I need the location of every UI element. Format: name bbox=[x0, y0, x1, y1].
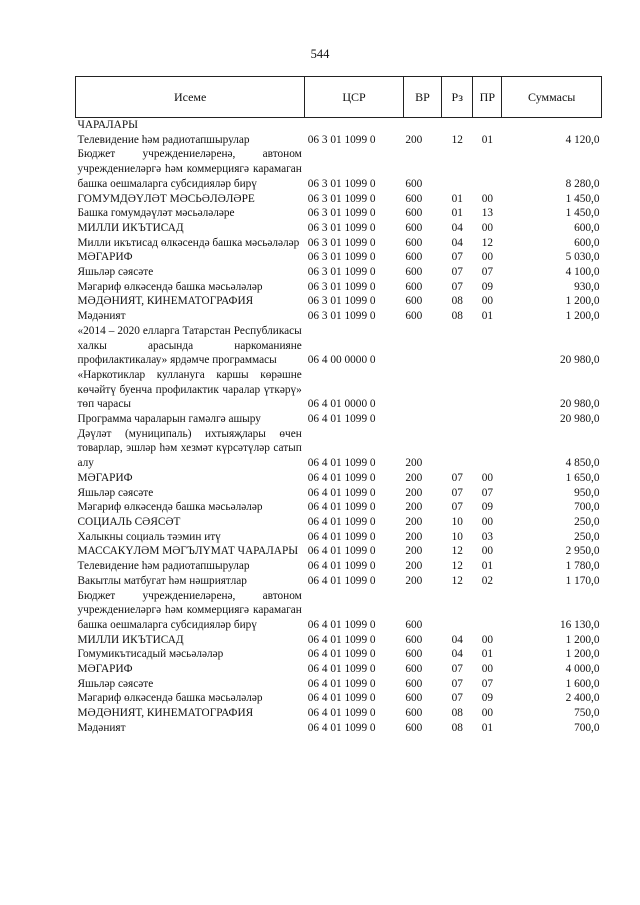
row-pr: 07 bbox=[481, 677, 493, 690]
row-vr: 600 bbox=[405, 721, 423, 734]
table-row bbox=[76, 662, 602, 677]
row-vr: 600 bbox=[405, 295, 423, 308]
row-vr: 600 bbox=[405, 663, 423, 676]
row-csr: 06 4 01 1099 0 bbox=[307, 618, 376, 631]
row-sum: 1 450,0 bbox=[565, 192, 600, 205]
row-pr: 09 bbox=[481, 692, 493, 705]
row-name: Мәгариф өлкәсендә башка мәсьәләләр bbox=[77, 501, 263, 514]
row-vr: 600 bbox=[405, 221, 423, 234]
row-rz: 07 bbox=[451, 280, 463, 293]
row-vr: 600 bbox=[405, 251, 423, 264]
row-sum: 1 200,0 bbox=[565, 310, 600, 323]
row-sum: 700,0 bbox=[574, 501, 600, 514]
table-row bbox=[76, 192, 602, 207]
row-csr: 06 3 01 1099 0 bbox=[307, 221, 376, 234]
row-rz: 07 bbox=[451, 692, 463, 705]
row-vr: 200 bbox=[405, 486, 423, 499]
table-header bbox=[76, 77, 602, 118]
row-csr: 06 4 01 1099 0 bbox=[307, 486, 376, 499]
row-sum: 750,0 bbox=[574, 707, 600, 720]
row-rz: 08 bbox=[451, 721, 463, 734]
row-sum: 8 280,0 bbox=[565, 177, 600, 190]
row-name: Мәгариф өлкәсендә башка мәсьәләләр bbox=[77, 280, 263, 293]
row-rz: 07 bbox=[451, 677, 463, 690]
row-sum: 20 980,0 bbox=[559, 398, 600, 411]
row-name: Дәүләт (муниципаль) ихтыяҗлары өчен товарлар, эшләр һәм хезмәт күрсәтүләр сатып алу bbox=[77, 427, 302, 470]
table-row bbox=[76, 147, 602, 191]
row-rz: 04 bbox=[451, 648, 463, 661]
row-name: МӘДӘНИЯТ, КИНЕМАТОГРАФИЯ bbox=[77, 707, 254, 720]
table-row bbox=[76, 706, 602, 721]
row-name: Программа чараларын гамәлгә ашыру bbox=[77, 413, 261, 426]
row-rz: 12 bbox=[451, 545, 463, 558]
row-csr: 06 4 01 1099 0 bbox=[307, 515, 376, 528]
row-csr: 06 4 01 1099 0 bbox=[307, 530, 376, 543]
row-csr: 06 4 01 1099 0 bbox=[307, 413, 376, 426]
row-rz: 07 bbox=[451, 251, 463, 264]
row-csr: 06 4 01 1099 0 bbox=[307, 663, 376, 676]
row-vr: 600 bbox=[405, 177, 423, 190]
row-pr bbox=[473, 412, 502, 427]
row-pr: 09 bbox=[481, 501, 493, 514]
row-name: Мәгариф өлкәсендә башка мәсьәләләр bbox=[77, 692, 263, 705]
row-rz: 10 bbox=[451, 530, 463, 543]
row-sum: 20 980,0 bbox=[559, 413, 600, 426]
row-vr: 200 bbox=[405, 530, 423, 543]
row-pr: 12 bbox=[481, 236, 493, 249]
row-vr: 200 bbox=[405, 560, 423, 573]
row-pr: 00 bbox=[481, 251, 493, 264]
row-csr: 06 4 01 1099 0 bbox=[307, 633, 376, 646]
table-row bbox=[76, 250, 602, 265]
header-vr: ВР bbox=[403, 77, 441, 118]
row-rz: 07 bbox=[451, 471, 463, 484]
row-csr: 06 3 01 1099 0 bbox=[307, 266, 376, 279]
header-rz: Рз bbox=[442, 77, 473, 118]
row-name: Телевидение һәм радиотапшырулар bbox=[77, 133, 250, 146]
row-vr: 600 bbox=[405, 648, 423, 661]
row-pr: 07 bbox=[481, 486, 493, 499]
row-name: МӘГАРИФ bbox=[77, 251, 133, 264]
row-pr: 13 bbox=[481, 207, 493, 220]
row-rz: 04 bbox=[451, 221, 463, 234]
row-name: Бюджет учреждениеләренә, автоном учреждениеләргә һәм коммерциягә карамаган башка оешмаларга субсидияләр бирү bbox=[77, 148, 302, 190]
row-sum: 20 980,0 bbox=[559, 354, 600, 367]
row-sum: 4 100,0 bbox=[565, 266, 600, 279]
table-row bbox=[76, 412, 602, 427]
row-name: ЧАРАЛАРЫ bbox=[77, 119, 138, 131]
row-pr: 01 bbox=[481, 560, 493, 573]
row-pr: 01 bbox=[481, 133, 493, 146]
row-rz: 08 bbox=[451, 295, 463, 308]
header-csr: ЦСР bbox=[305, 77, 404, 118]
table-row bbox=[76, 133, 602, 148]
row-pr: 00 bbox=[481, 633, 493, 646]
row-csr: 06 3 01 1099 0 bbox=[307, 177, 376, 190]
row-vr: 600 bbox=[405, 266, 423, 279]
row-vr: 200 bbox=[405, 545, 423, 558]
row-vr: 200 bbox=[405, 501, 423, 514]
row-sum: 4 000,0 bbox=[565, 663, 600, 676]
table-body bbox=[76, 118, 602, 736]
table-row bbox=[76, 486, 602, 501]
row-rz: 04 bbox=[451, 236, 463, 249]
table-row bbox=[76, 500, 602, 515]
row-sum: 930,0 bbox=[574, 280, 600, 293]
table-row bbox=[76, 427, 602, 471]
header-sum: Суммасы bbox=[502, 77, 602, 118]
row-vr: 600 bbox=[405, 236, 423, 249]
row-vr: 600 bbox=[405, 677, 423, 690]
row-pr bbox=[473, 324, 502, 368]
row-sum: 2 950,0 bbox=[565, 545, 600, 558]
row-vr: 600 bbox=[405, 633, 423, 646]
row-csr: 06 4 01 1099 0 bbox=[307, 721, 376, 734]
header-pr: ПР bbox=[473, 77, 502, 118]
row-rz bbox=[442, 412, 473, 427]
row-pr: 00 bbox=[481, 707, 493, 720]
row-name: Мәдәният bbox=[77, 721, 126, 734]
row-rz: 01 bbox=[451, 207, 463, 220]
row-pr: 01 bbox=[481, 310, 493, 323]
row-sum: 950,0 bbox=[574, 486, 600, 499]
table-row bbox=[76, 691, 602, 706]
table-row bbox=[76, 530, 602, 545]
row-name: МӘГАРИФ bbox=[77, 471, 133, 484]
row-csr: 06 4 01 0000 0 bbox=[307, 398, 376, 411]
row-sum: 4 850,0 bbox=[565, 457, 600, 470]
row-name: Яшьләр сәясәте bbox=[77, 486, 154, 499]
row-sum: 1 600,0 bbox=[565, 677, 600, 690]
row-pr: 00 bbox=[481, 545, 493, 558]
row-name: Мәдәният bbox=[77, 310, 126, 323]
row-name: МӘГАРИФ bbox=[77, 663, 133, 676]
table-row bbox=[76, 589, 602, 633]
table-row bbox=[76, 236, 602, 251]
row-csr: 06 4 01 1099 0 bbox=[307, 677, 376, 690]
row-sum: 250,0 bbox=[574, 530, 600, 543]
row-vr bbox=[403, 324, 441, 368]
row-pr bbox=[473, 368, 502, 412]
page-number: 544 bbox=[310, 47, 330, 61]
table-row bbox=[76, 515, 602, 530]
row-sum: 1 450,0 bbox=[565, 207, 600, 220]
table-row bbox=[76, 721, 602, 736]
row-pr: 00 bbox=[481, 471, 493, 484]
row-rz: 12 bbox=[451, 560, 463, 573]
table-row bbox=[76, 574, 602, 589]
row-name: Бюджет учреждениеләренә, автоном учреждениеләргә һәм коммерциягә карамаган башка оешмаларга субсидияләр бирү bbox=[77, 589, 302, 631]
table-row bbox=[76, 647, 602, 662]
row-pr: 02 bbox=[481, 574, 493, 587]
row-name: МИЛЛИ ИКЪТИСАД bbox=[77, 221, 184, 234]
row-csr: 06 3 01 1099 0 bbox=[307, 207, 376, 220]
table-row bbox=[76, 471, 602, 486]
row-csr: 06 4 01 1099 0 bbox=[307, 471, 376, 484]
row-csr: 06 4 01 1099 0 bbox=[307, 707, 376, 720]
row-vr: 600 bbox=[405, 618, 423, 631]
row-sum: 1 200,0 bbox=[565, 648, 600, 661]
row-vr bbox=[403, 412, 441, 427]
table-row bbox=[76, 368, 602, 412]
row-csr: 06 4 01 1099 0 bbox=[307, 545, 376, 558]
row-vr: 600 bbox=[405, 192, 423, 205]
row-rz: 07 bbox=[451, 501, 463, 514]
row-rz: 07 bbox=[451, 266, 463, 279]
row-pr: 00 bbox=[481, 192, 493, 205]
row-vr: 600 bbox=[405, 280, 423, 293]
row-rz bbox=[442, 427, 473, 471]
row-vr: 200 bbox=[405, 515, 423, 528]
row-sum: 1 200,0 bbox=[565, 295, 600, 308]
row-csr: 06 3 01 1099 0 bbox=[307, 251, 376, 264]
row-name: Вакытлы матбугат һәм нәшриятлар bbox=[77, 574, 247, 587]
row-rz: 10 bbox=[451, 515, 463, 528]
row-rz: 07 bbox=[451, 663, 463, 676]
row-name: ГОМУМДӘҮЛӘТ МӘСЬӘЛӘЛӘРЕ bbox=[77, 192, 255, 205]
row-sum: 600,0 bbox=[574, 236, 600, 249]
row-name: МАССАКҮЛӘМ МӘГЪЛҮМАТ ЧАРАЛАРЫ bbox=[77, 545, 299, 558]
row-pr: 07 bbox=[481, 266, 493, 279]
row-vr: 200 bbox=[405, 574, 423, 587]
row-pr bbox=[473, 427, 502, 471]
table-row bbox=[76, 265, 602, 280]
row-rz bbox=[442, 368, 473, 412]
row-pr: 00 bbox=[481, 663, 493, 676]
row-sum bbox=[502, 118, 602, 133]
row-rz: 12 bbox=[451, 133, 463, 146]
table-row bbox=[76, 309, 602, 324]
row-csr: 06 4 01 1099 0 bbox=[307, 574, 376, 587]
row-rz bbox=[442, 589, 473, 633]
row-pr bbox=[473, 147, 502, 191]
row-name: Телевидение һәм радиотапшырулар bbox=[77, 560, 250, 573]
row-vr bbox=[403, 118, 441, 133]
row-vr: 200 bbox=[405, 471, 423, 484]
row-name: СОЦИАЛЬ СӘЯСӘТ bbox=[77, 515, 181, 528]
table-row bbox=[76, 324, 602, 368]
row-name: Яшьләр сәясәте bbox=[77, 677, 154, 690]
row-csr: 06 3 01 1099 0 bbox=[307, 310, 376, 323]
row-sum: 1 650,0 bbox=[565, 471, 600, 484]
row-pr: 01 bbox=[481, 721, 493, 734]
row-rz bbox=[442, 118, 473, 133]
row-pr: 00 bbox=[481, 221, 493, 234]
row-rz: 12 bbox=[451, 574, 463, 587]
row-rz: 08 bbox=[451, 310, 463, 323]
row-vr: 600 bbox=[405, 707, 423, 720]
row-vr: 600 bbox=[405, 692, 423, 705]
row-sum: 1 170,0 bbox=[565, 574, 600, 587]
row-csr: 06 4 00 0000 0 bbox=[307, 354, 376, 367]
row-name: Милли икътисад өлкәсендә башка мәсьәләләр bbox=[77, 236, 300, 249]
table-row bbox=[76, 221, 602, 236]
row-pr bbox=[473, 118, 502, 133]
row-csr: 06 3 01 1099 0 bbox=[307, 280, 376, 293]
row-name: Гомумикътисадый мәсьәләләр bbox=[77, 648, 224, 661]
row-name: Яшьләр сәясәте bbox=[77, 266, 154, 279]
row-pr: 03 bbox=[481, 530, 493, 543]
row-pr: 00 bbox=[481, 295, 493, 308]
budget-table bbox=[75, 76, 602, 736]
row-name: «Наркотиклар куллануга каршы көрәшне көчәйтү буенча профилактик чаралар үткәрү» төп чарасы bbox=[77, 368, 302, 411]
row-name: МИЛЛИ ИКЪТИСАД bbox=[77, 633, 184, 646]
row-csr: 06 3 01 1099 0 bbox=[307, 236, 376, 249]
row-pr bbox=[473, 589, 502, 633]
row-sum: 16 130,0 bbox=[559, 618, 600, 631]
table-row bbox=[76, 559, 602, 574]
row-csr: 06 4 01 1099 0 bbox=[307, 692, 376, 705]
table-row bbox=[76, 544, 602, 559]
table-row bbox=[76, 118, 602, 133]
table-row bbox=[76, 206, 602, 221]
row-csr: 06 3 01 1099 0 bbox=[307, 192, 376, 205]
row-sum: 4 120,0 bbox=[565, 133, 600, 146]
row-rz bbox=[442, 324, 473, 368]
row-pr: 01 bbox=[481, 648, 493, 661]
row-sum: 5 030,0 bbox=[565, 251, 600, 264]
row-sum: 1 780,0 bbox=[565, 560, 600, 573]
row-name: Башка гомумдәүләт мәсьәләләре bbox=[77, 207, 235, 220]
row-vr: 200 bbox=[405, 133, 423, 146]
row-csr: 06 4 01 1099 0 bbox=[307, 648, 376, 661]
row-name: МӘДӘНИЯТ, КИНЕМАТОГРАФИЯ bbox=[77, 295, 254, 308]
row-rz: 07 bbox=[451, 486, 463, 499]
row-csr: 06 4 01 1099 0 bbox=[307, 501, 376, 514]
row-name: «2014 – 2020 елларга Татарстан Республикасы халкы арасында наркоманияне профилактикалау» ярдәмче программасы bbox=[77, 324, 302, 367]
row-name: Халыкны социаль тәэмин итү bbox=[77, 530, 221, 543]
row-sum: 1 200,0 bbox=[565, 633, 600, 646]
row-csr: 06 3 01 1099 0 bbox=[307, 133, 376, 146]
table-row bbox=[76, 677, 602, 692]
row-vr: 600 bbox=[405, 207, 423, 220]
row-csr: 06 4 01 1099 0 bbox=[307, 560, 376, 573]
table-row bbox=[76, 294, 602, 309]
row-sum: 700,0 bbox=[574, 721, 600, 734]
table-row bbox=[76, 633, 602, 648]
row-rz: 01 bbox=[451, 192, 463, 205]
row-rz bbox=[442, 147, 473, 191]
row-csr: 06 4 01 1099 0 bbox=[307, 457, 376, 470]
header-name: Исеме bbox=[76, 77, 305, 118]
row-csr: 06 3 01 1099 0 bbox=[307, 295, 376, 308]
row-vr bbox=[403, 368, 441, 412]
row-pr: 00 bbox=[481, 515, 493, 528]
table-row bbox=[76, 280, 602, 295]
row-csr bbox=[305, 118, 404, 133]
row-vr: 600 bbox=[405, 310, 423, 323]
row-sum: 600,0 bbox=[574, 221, 600, 234]
row-vr: 200 bbox=[405, 457, 423, 470]
row-rz: 04 bbox=[451, 633, 463, 646]
row-sum: 250,0 bbox=[574, 515, 600, 528]
row-pr: 09 bbox=[481, 280, 493, 293]
row-sum: 2 400,0 bbox=[565, 692, 600, 705]
row-rz: 08 bbox=[451, 707, 463, 720]
